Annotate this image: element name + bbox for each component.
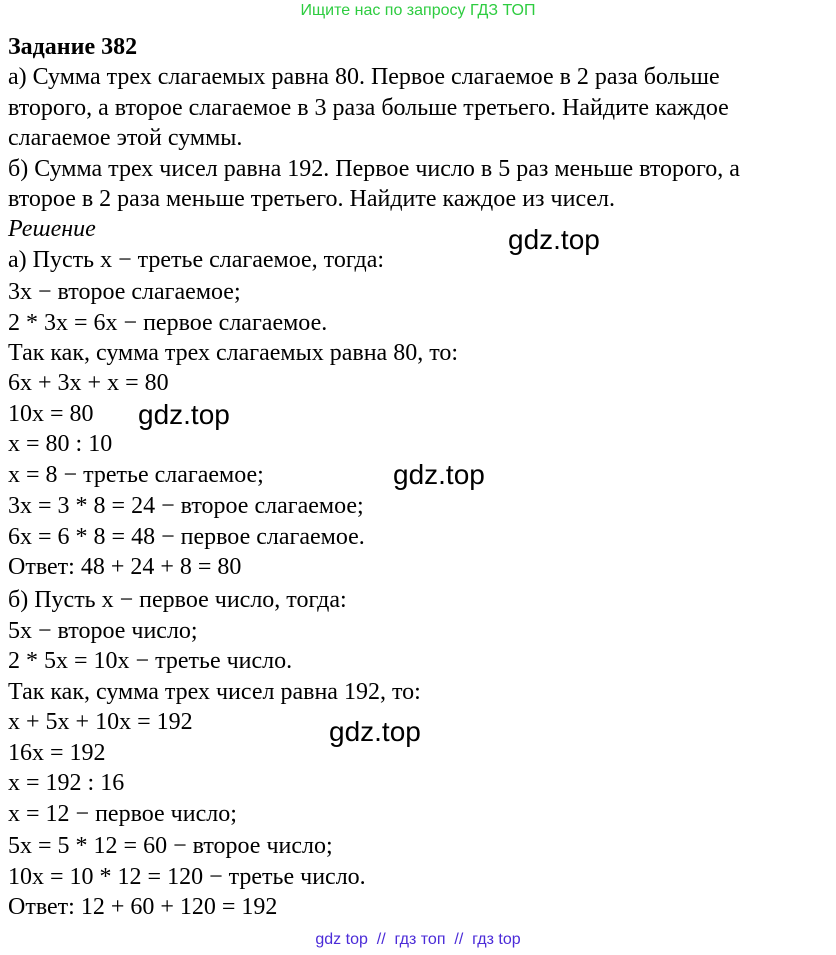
solution-a-line: 3x − второе слагаемое; (8, 279, 241, 305)
watermark: gdz.top (329, 716, 421, 747)
solution-a-line: 10x = 80 (8, 401, 94, 427)
search-hint: Ищите нас по запросу ГДЗ ТОП (300, 2, 536, 19)
solution-a-line: 6x = 6 * 8 = 48 − первое слагаемое. (8, 524, 365, 550)
solution-b-line: Так как, сумма трех чисел равна 192, то: (8, 679, 421, 705)
solution-b-line: x = 12 − первое число; (8, 801, 237, 827)
solution-a-line: x = 8 − третье слагаемое; (8, 462, 264, 488)
solution-a-line: 6x + 3x + x = 80 (8, 370, 169, 396)
watermark: gdz.top (508, 224, 600, 255)
condition-b-line: б) Сумма трех чисел равна 192. Первое число в 5 раз меньше второго, а (8, 156, 740, 182)
solution-a-answer: Ответ: 48 + 24 + 8 = 80 (8, 554, 242, 580)
solution-a-line: x = 80 : 10 (8, 431, 113, 457)
solution-heading: Решение (8, 216, 96, 242)
solution-a-line: 3x = 3 * 8 = 24 − второе слагаемое; (8, 493, 364, 519)
solution-a-line: Так как, сумма трех слагаемых равна 80, то: (8, 340, 459, 366)
solution-a-line: 2 * 3x = 6x − первое слагаемое. (8, 310, 328, 336)
condition-a-line: второго, а второе слагаемое в 3 раза больше третьего. Найдите каждое (8, 95, 729, 121)
condition-a-line: слагаемое этой суммы. (8, 125, 243, 151)
solution-b-line: 16x = 192 (8, 740, 106, 766)
solution-b-line: x + 5x + 10x = 192 (8, 709, 193, 735)
solution-b-line: 2 * 5x = 10x − третье число. (8, 648, 293, 674)
solution-b-line: 5x − второе число; (8, 618, 198, 644)
footer-links: gdz top // гдз топ // гдз top (315, 931, 521, 948)
condition-b-line: второе в 2 раза меньше третьего. Найдите каждое из чисел. (8, 186, 616, 212)
watermark: gdz.top (138, 399, 230, 430)
solution-b-line: 5x = 5 * 12 = 60 − второе число; (8, 833, 333, 859)
solution-b-line: x = 192 : 16 (8, 770, 125, 796)
task-title: Задание 382 (8, 34, 138, 60)
watermark: gdz.top (393, 459, 485, 490)
solution-b-line: 10x = 10 * 12 = 120 − третье число. (8, 864, 366, 890)
solution-a-line: а) Пусть x − третье слагаемое, тогда: (8, 247, 385, 273)
condition-a-line: а) Сумма трех слагаемых равна 80. Первое слагаемое в 2 раза больше (8, 64, 720, 90)
solution-b-answer: Ответ: 12 + 60 + 120 = 192 (8, 894, 278, 920)
solution-b-line: б) Пусть x − первое число, тогда: (8, 587, 347, 613)
